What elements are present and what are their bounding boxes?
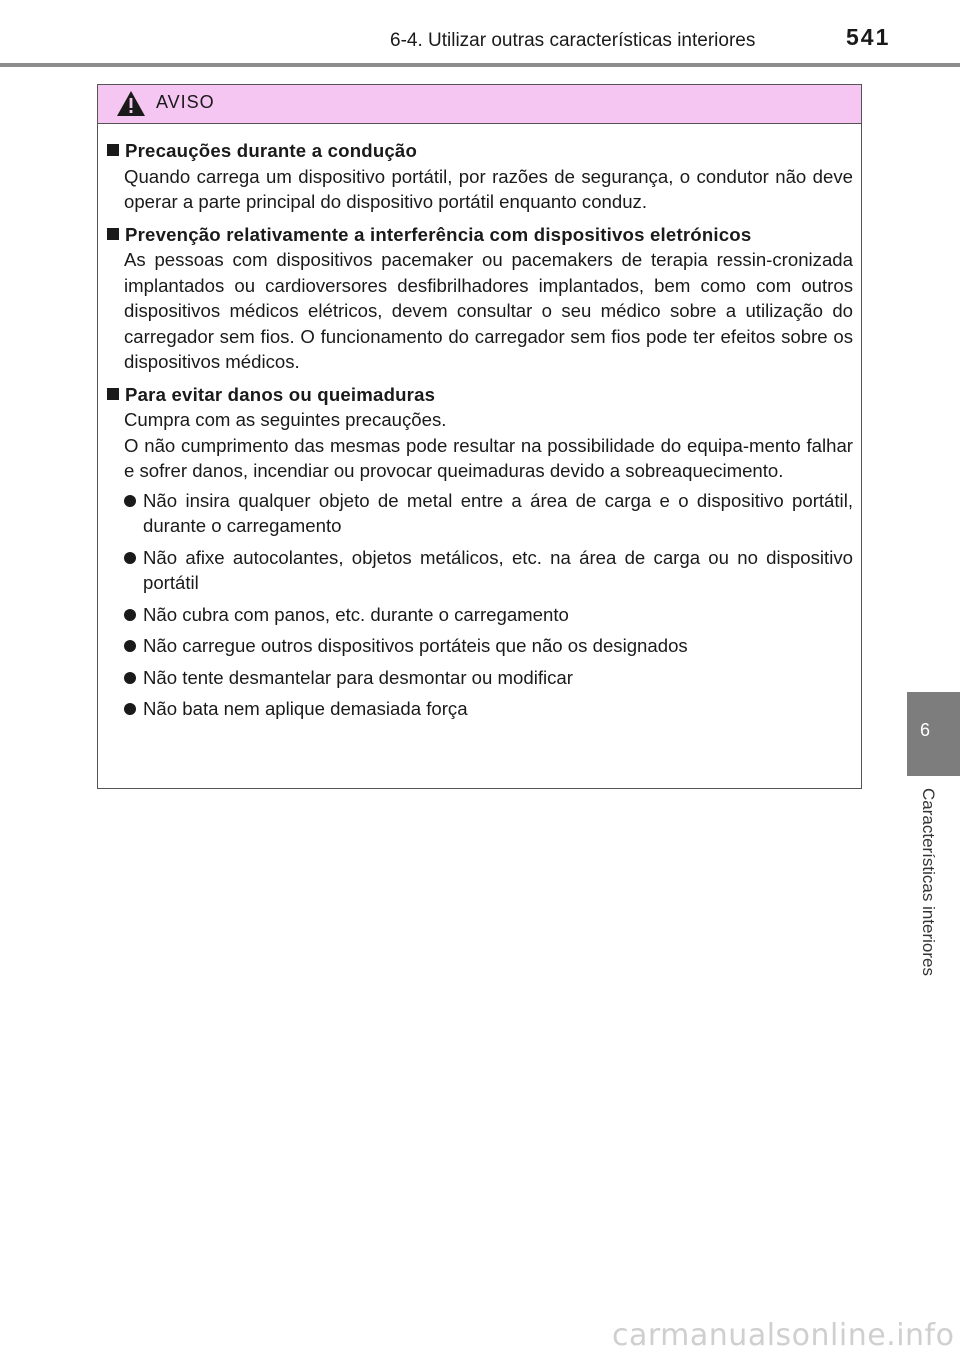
list-item-text: Não cubra com panos, etc. durante o carregamento <box>143 603 569 625</box>
warning-section <box>107 222 853 375</box>
warning-section <box>107 382 853 722</box>
section-heading <box>107 382 853 408</box>
circle-bullet-icon <box>124 609 136 621</box>
circle-bullet-icon <box>124 495 136 507</box>
circle-bullet-icon <box>124 640 136 652</box>
section-heading-text: Precauções durante a condução <box>125 140 418 161</box>
precaution-list <box>107 488 853 722</box>
chapter-title: Características interiores <box>919 788 938 977</box>
paragraph: As pessoas com dispositivos pacemaker ou pacemakers de terapia ressin-cronizada implantados ou cardioversores desfibrilhadores implantados, bem como com outros dispositivos médicos elétricos, devem consultar o seu médico sobre a utilização do carregador sem fios. O funcionamento do carregador sem fios pode ter efeitos sobre os dispositivos médicos. <box>124 249 853 372</box>
chapter-tab[interactable] <box>907 692 960 776</box>
paragraph: Cumpra com as seguintes precauções. <box>124 409 447 430</box>
list-item <box>124 665 853 691</box>
list-item-text: Não tente desmantelar para desmontar ou modificar <box>143 666 573 688</box>
header-divider <box>0 63 960 67</box>
paragraph: O não cumprimento das mesmas pode resultar na possibilidade do equipa-mento falhar e sofrer danos, incendiar ou provocar queimaduras devido a sobreaquecimento. <box>124 434 853 481</box>
warning-section <box>107 138 853 215</box>
list-item <box>124 488 853 539</box>
square-bullet-icon <box>107 144 119 156</box>
section-heading-text: Para evitar danos ou queimaduras <box>125 383 436 405</box>
section-heading-text: Prevenção relativamente a interferência com dispositivos eletrónicos <box>125 223 752 245</box>
warning-box <box>97 84 862 789</box>
list-item <box>124 545 853 596</box>
list-item-text: Não carregue outros dispositivos portáteis que não os designados <box>143 635 688 656</box>
list-item <box>124 602 853 628</box>
square-bullet-icon <box>107 228 119 240</box>
circle-bullet-icon <box>124 552 136 564</box>
page-number: 541 <box>846 24 891 50</box>
square-bullet-icon <box>107 388 119 400</box>
watermark: carmanualsonline.info <box>612 1318 955 1353</box>
list-item <box>124 696 853 722</box>
chapter-number: 6 <box>919 720 930 740</box>
section-title: 6-4. Utilizar outras características interiores <box>390 30 756 51</box>
list-item <box>124 633 853 659</box>
section-heading <box>107 138 853 164</box>
section-heading <box>107 222 853 248</box>
warning-header <box>98 85 861 124</box>
circle-bullet-icon <box>124 672 136 684</box>
list-item-text: Não afixe autocolantes, objetos metálicos, etc. na área de carga ou no dispositivo portátil <box>143 546 853 593</box>
warning-body <box>98 124 861 722</box>
warning-title: AVISO <box>156 92 215 112</box>
warning-triangle-icon <box>116 90 146 117</box>
list-item-text: Não bata nem aplique demasiada força <box>143 698 468 719</box>
list-item-text: Não insira qualquer objeto de metal entre a área de carga e o dispositivo portátil, durante o carregamento <box>143 489 853 536</box>
paragraph: Quando carrega um dispositivo portátil, por razões de segurança, o condutor não deve operar a parte principal do dispositivo portátil enquanto conduz. <box>124 165 853 212</box>
circle-bullet-icon <box>124 703 136 715</box>
